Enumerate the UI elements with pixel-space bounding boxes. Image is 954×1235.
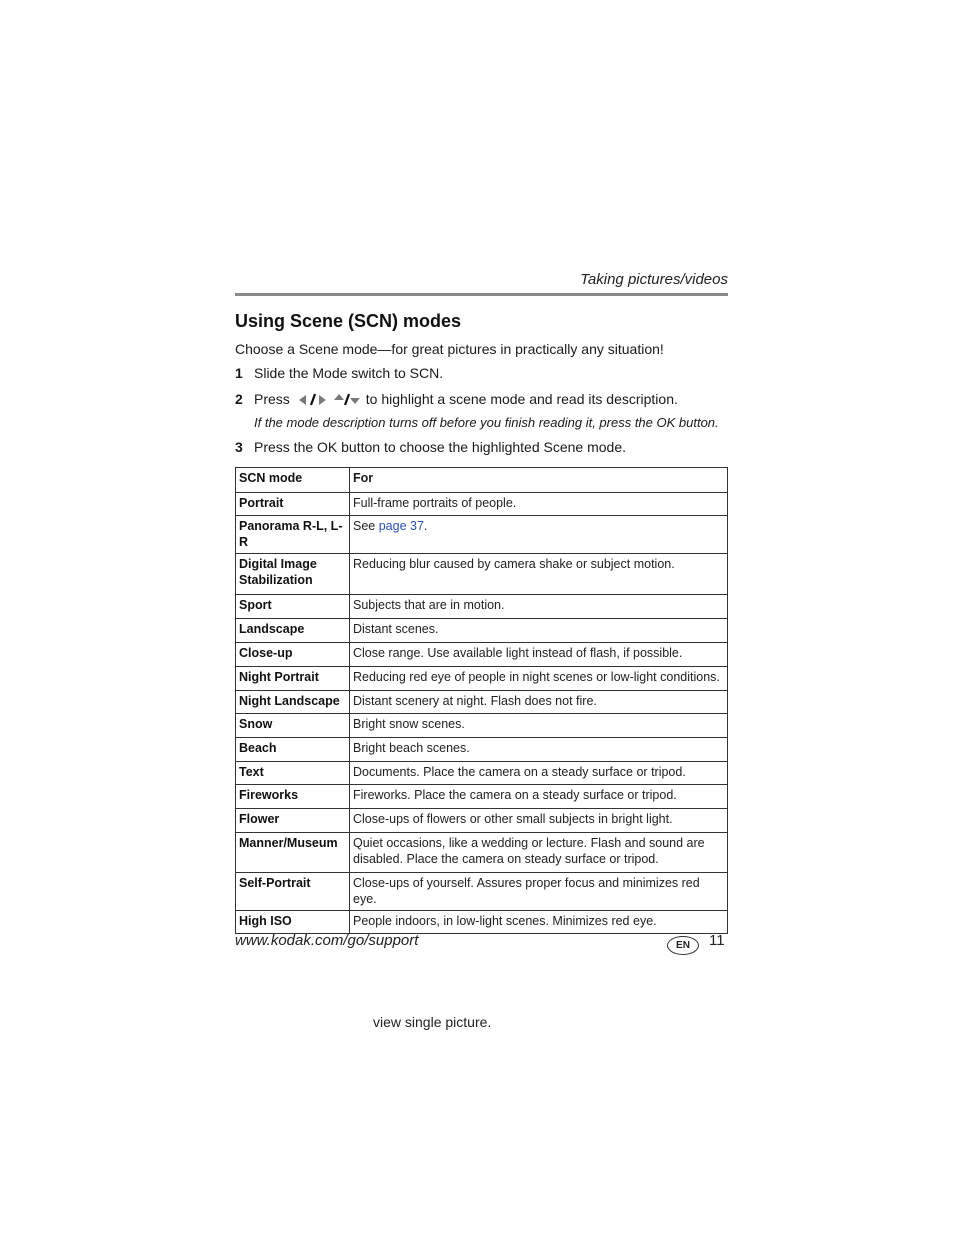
table-row bbox=[236, 691, 728, 714]
table-row bbox=[236, 667, 728, 691]
for-cell: Reducing red eye of people in night scenes or low-light conditions. bbox=[350, 667, 728, 691]
mode-cell: Digital Image Stabilization bbox=[236, 554, 350, 595]
mode-cell: Fireworks bbox=[236, 785, 350, 809]
mode-cell: Text bbox=[236, 762, 350, 785]
language-badge: EN bbox=[667, 936, 699, 955]
for-cell: Distant scenery at night. Flash does not fire. bbox=[350, 691, 728, 714]
table-row bbox=[236, 809, 728, 833]
mode-cell: Panorama R-L, L-R bbox=[236, 516, 350, 554]
table-row bbox=[236, 833, 728, 873]
step-2 bbox=[235, 391, 678, 407]
left-right-arrows-icon bbox=[298, 392, 328, 406]
column-header-mode: SCN mode bbox=[236, 468, 350, 493]
page-37-link[interactable]: page 37 bbox=[378, 519, 424, 533]
for-cell: Full-frame portraits of people. bbox=[350, 493, 728, 516]
table-row bbox=[236, 738, 728, 762]
for-cell: Close-ups of yourself. Assures proper focus and minimizes red eye. bbox=[350, 873, 728, 911]
table-row bbox=[236, 516, 728, 554]
support-url-link[interactable]: www.kodak.com/go/support bbox=[235, 932, 419, 949]
for-cell: Close range. Use available light instead of flash, if possible. bbox=[350, 643, 728, 667]
mode-cell: Night Landscape bbox=[236, 691, 350, 714]
mode-cell: Sport bbox=[236, 595, 350, 619]
table-row bbox=[236, 595, 728, 619]
step-number: 1 bbox=[235, 365, 243, 381]
step-text: Press the OK button to choose the highlighted Scene mode. bbox=[254, 439, 627, 455]
mode-cell: Night Portrait bbox=[236, 667, 350, 691]
running-header: Taking pictures/videos bbox=[580, 271, 728, 288]
step-text: Slide the Mode switch to SCN. bbox=[254, 365, 444, 381]
mode-cell: Portrait bbox=[236, 493, 350, 516]
for-cell: Close-ups of flowers or other small subjects in bright light. bbox=[350, 809, 728, 833]
table-row bbox=[236, 714, 728, 738]
for-cell: Documents. Place the camera on a steady surface or tripod. bbox=[350, 762, 728, 785]
table-row bbox=[236, 785, 728, 809]
intro-text: Choose a Scene mode—for great pictures in practically any situation! bbox=[235, 341, 664, 357]
for-cell: Fireworks. Place the camera on a steady surface or tripod. bbox=[350, 785, 728, 809]
mode-cell: Self-Portrait bbox=[236, 873, 350, 911]
step-text: to highlight a scene mode and read its description. bbox=[365, 391, 678, 407]
mode-cell: Manner/Museum bbox=[236, 833, 350, 873]
table-header-row bbox=[236, 468, 728, 493]
column-header-for: For bbox=[350, 468, 728, 493]
mode-cell: Beach bbox=[236, 738, 350, 762]
table-row bbox=[236, 643, 728, 667]
table-row bbox=[236, 911, 728, 934]
step-number: 2 bbox=[235, 391, 243, 407]
for-cell: Bright beach scenes. bbox=[350, 738, 728, 762]
scene-modes-table bbox=[235, 467, 728, 934]
section-title: Using Scene (SCN) modes bbox=[235, 311, 462, 331]
mode-cell: Close-up bbox=[236, 643, 350, 667]
mode-cell: High ISO bbox=[236, 911, 350, 934]
for-cell: Quiet occasions, like a wedding or lecture. Flash and sound are disabled. Place the camera on steady surface or tripod. bbox=[350, 833, 728, 873]
up-down-arrows-icon bbox=[332, 392, 362, 406]
step-1 bbox=[235, 365, 443, 381]
step-number: 3 bbox=[235, 439, 243, 455]
step-text-prefix: Press bbox=[254, 391, 290, 407]
table-row bbox=[236, 619, 728, 643]
step-2-note: If the mode description turns off before you finish reading it, press the OK button. bbox=[254, 415, 719, 430]
mode-cell: Snow bbox=[236, 714, 350, 738]
stray-text: view single picture. bbox=[373, 1014, 492, 1030]
mode-cell: Flower bbox=[236, 809, 350, 833]
table-row bbox=[236, 554, 728, 595]
for-suffix: . bbox=[423, 519, 428, 533]
page-number: 11 bbox=[709, 932, 725, 949]
for-cell: Distant scenes. bbox=[350, 619, 728, 643]
table-row bbox=[236, 493, 728, 516]
header-rule bbox=[235, 293, 728, 296]
step-3 bbox=[235, 439, 626, 455]
for-cell bbox=[350, 516, 728, 554]
table-row bbox=[236, 762, 728, 785]
for-cell: People indoors, in low-light scenes. Minimizes red eye. bbox=[350, 911, 728, 934]
for-cell: Reducing blur caused by camera shake or subject motion. bbox=[350, 554, 728, 595]
for-prefix: See bbox=[353, 519, 379, 533]
mode-cell: Landscape bbox=[236, 619, 350, 643]
table-row bbox=[236, 873, 728, 911]
for-cell: Subjects that are in motion. bbox=[350, 595, 728, 619]
for-cell: Bright snow scenes. bbox=[350, 714, 728, 738]
